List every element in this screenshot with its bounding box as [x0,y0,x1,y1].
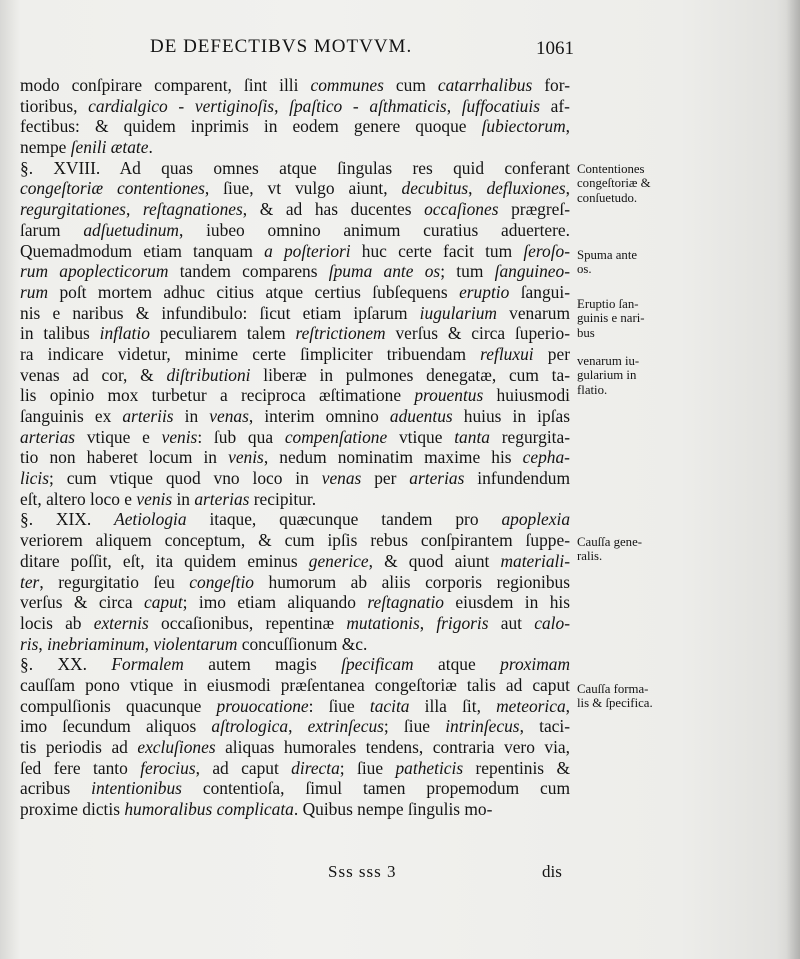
body-line: licis; cum vtique quod vno loco in venas per arterias infundendum [20,468,570,489]
body-line: ſed fere tanto ferocius, ad caput directa; ſiue patheticis repentinis & [20,757,570,778]
margin-note-line: lis & ſpecifica. [577,696,653,711]
body-line: tis periodis ad excluſiones aliquas humorales tendens, contraria vero via, [20,737,571,757]
margin-note-line: Spuma ante [577,248,638,262]
margin-note-spuma [577,248,671,277]
margin-note-line: Eruptio ſan- [577,297,639,311]
margin-note-line: guinis e nari- [577,311,645,326]
body-line: arterias vtique e venis: ſub qua compenſatione vtique tanta regurgita- [20,426,570,447]
margin-note-line: bus [577,325,595,340]
body-line: rum poſt mortem adhuc citius atque certius ſubſequens eruptio ſangui- [20,281,570,302]
body-line: ter, regurgitatio ſeu congeſtio humorum ab aliis corporis regionibus [20,571,570,592]
body-line: ſarum adſuetudinum, iubeo omnino animum curatius aduertere. [20,219,571,240]
signature-mark: Sss sss 3 [328,862,397,881]
margin-note-line: flatio. [577,382,608,397]
body-line: tioribus, cardialgico - vertiginoſis, ſpaſtico - aſthmaticis, ſuffocatiuis af- [20,95,570,116]
page-gutter-shadow [786,0,800,959]
body-line: ra indicare videtur, minime certe ſimpliciter tribuendam refluxui per [20,343,570,364]
body-line: modo conſpirare comparent, ſint illi communes cum catarrhalibus for- [20,75,570,95]
body-line: eſt, altero loco e venis in arterias recipitur. [20,488,317,509]
body-line: §. XX. Formalem autem magis ſpecificam atque proximam [20,654,571,675]
body-text [20,75,570,820]
margin-note-line: Contentiones [577,162,645,176]
body-line: regurgitationes, reſtagnationes, & ad has ducentes occaſiones prægreſ- [20,199,571,220]
body-line: §. XIX. Aetiologia itaque, quæcunque tandem pro apoplexia [20,509,571,530]
body-line: verſus & circa caput; imo etiam aliquando reſtagnatio eiusdem in his [20,592,570,613]
margin-note-caussa-generalis [577,535,671,564]
body-line: nempe ſenili ætate. [20,137,153,158]
margin-note-caussa-formalis [577,682,671,711]
body-line: congeſtoriæ contentiones, ſiue, vt vulgo aiunt, decubitus, defluxiones, [20,178,570,199]
body-line: compulſionis quacunque prouocatione: ſiue tacita illa ſit, meteorica, [20,695,571,716]
body-line: ſanguinis ex arteriis in venas, interim omnino aduentus huius in ipſas [20,406,570,426]
running-head [150,36,590,64]
margin-note-line: congeſtoriæ & [577,176,651,191]
body-line: ris, inebriaminum, violentarum concuſſionum &c. [20,633,368,654]
margin-note-line: conſuetudo. [577,190,638,205]
margin-note-venarum [577,354,671,397]
body-line: locis ab externis occaſionibus, repentinæ mutationis, frigoris aut calo- [20,612,570,633]
body-line: ditare poſſit, eſt, ita quidem eminus generice, & quod aiunt materiali- [20,550,571,571]
margin-note-eruptio [577,297,671,340]
margin-note-line: Cauſſa gene- [577,535,643,549]
body-line: veriorem aliquem conceptum, & cum ipſis rebus conſpirantem ſuppe- [20,530,570,551]
body-line: imo ſecundum aliquos aſtrologica, extrinſecus; ſiue intrinſecus, taci- [20,716,570,737]
page-number: 1061 [536,38,574,59]
body-line: fectibus: & quidem inprimis in eodem genere quoque ſubiectorum, [20,116,570,137]
body-line: acribus intentionibus contentioſa, ſimul tamen propemodum cum [20,778,570,799]
body-line: §. XVIII. Ad quas omnes atque ſingulas res quid conferant [20,157,570,178]
running-title: DE DEFECTIBVS MOTVVM. [150,36,413,57]
body-line: proxime dictis humoralibus complicata. Quibus nempe ſingulis mo- [20,799,493,820]
body-line: cauſſam pono vtique in eiusmodi præſentanea congeſtoriæ talis ad caput [20,674,570,695]
margin-note-line: gularium in [577,368,637,383]
body-line: tio non haberet locum in venis, nedum nominatim maxime his cepha- [20,447,570,468]
margin-note-line: os. [577,262,592,277]
body-line: lis opinio mox turbetur a reciproca æſtimatione prouentus huiusmodi [20,385,570,406]
body-line: nis e naribus & infundibulo: ſicut etiam ipſarum iugularium venarum [20,302,570,323]
body-line: Quemadmodum etiam tanquam a poſteriori huc certe facit tum ſeroſo- [20,240,571,261]
margin-note-contentiones [577,162,671,205]
margin-note-line: venarum iu- [577,354,640,368]
catchword: dis [542,862,562,881]
body-line: in talibus inflatio peculiarem talem reſtrictionem verſus & circa ſuperio- [20,323,570,344]
margin-note-line: Cauſſa forma- [577,682,649,696]
body-line: venas ad cor, & diſtributioni liberæ in pulmones denegatæ, cum ta- [20,364,570,385]
margin-note-line: ralis. [577,549,603,564]
body-line: rum apoplecticorum tandem comparens ſpuma ante os; tum ſanguineo- [20,261,570,282]
